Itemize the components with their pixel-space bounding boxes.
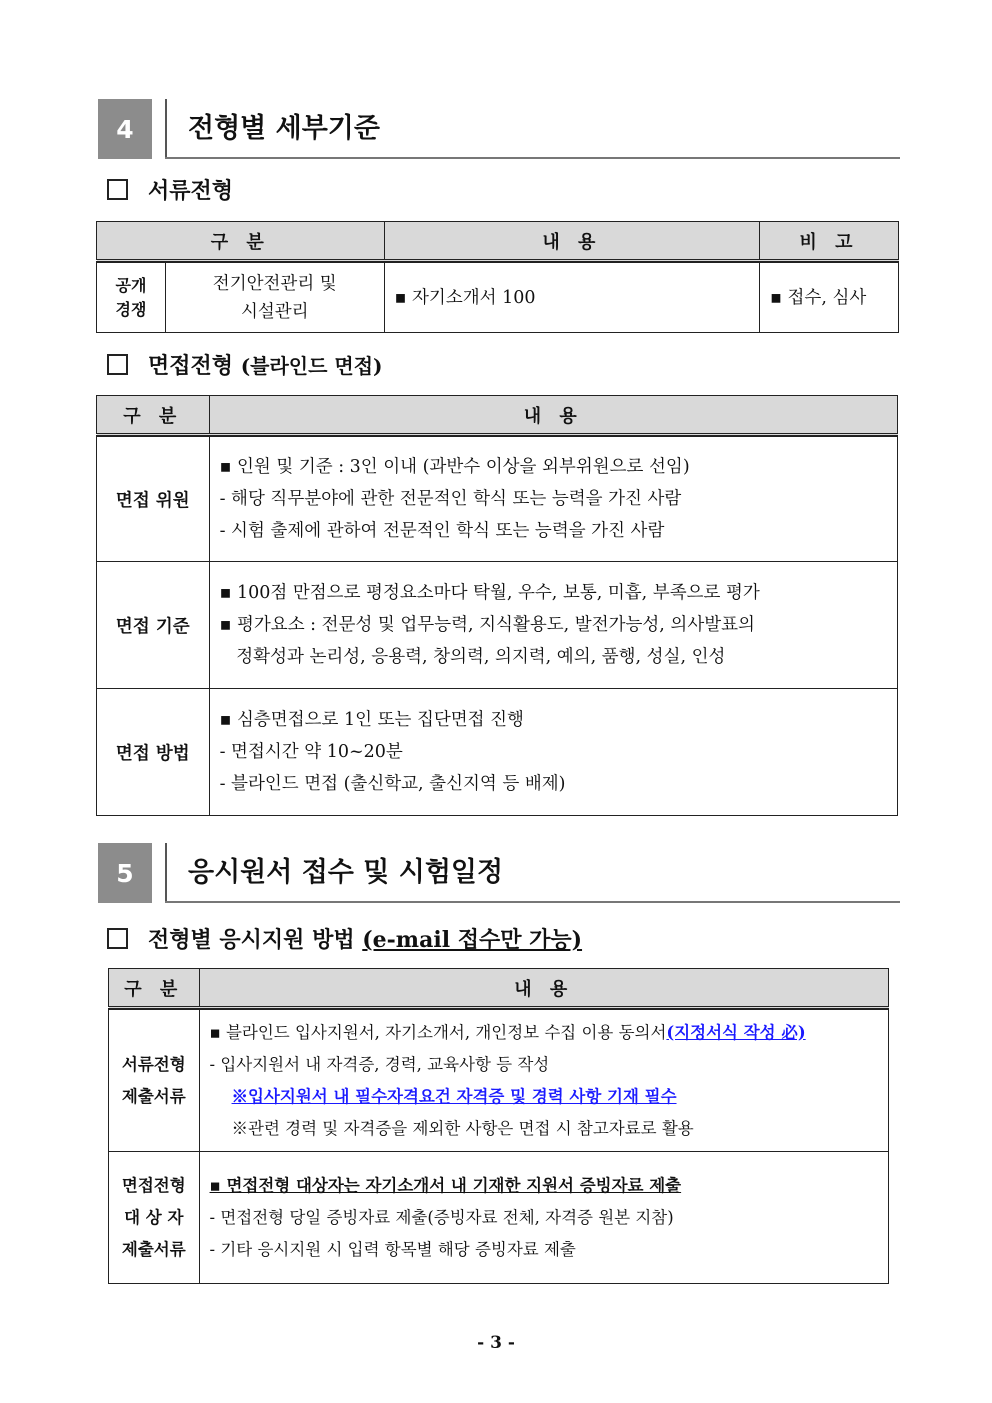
table-header-row xyxy=(109,969,889,1008)
table-row xyxy=(109,1010,889,1152)
doc-screening-table xyxy=(96,221,899,333)
checkbox-square-icon xyxy=(107,354,128,375)
header-category: 구 분 xyxy=(97,396,210,435)
content-line: ▪ 면접전형 대상자는 자기소개서 내 기재한 지원서 증빙자료 제출 xyxy=(209,1175,682,1195)
page-number: - 3 - xyxy=(477,1333,515,1353)
checkbox-square-icon xyxy=(107,928,128,949)
table-header-row xyxy=(97,222,899,261)
section-5-header xyxy=(98,843,900,903)
content-line: ※관련 경력 및 자격증을 제외한 사항은 면접 시 참고자료로 활용 xyxy=(231,1118,694,1138)
content-line: - 입사지원서 내 자격증, 경력, 교육사항 등 작성 xyxy=(209,1054,550,1074)
interview-heading: 면접전형 (블라인드 면접) xyxy=(107,349,383,380)
application-heading: 전형별 응시지원 방법 (e-mail 접수만 가능) xyxy=(107,923,582,954)
table-row xyxy=(109,1152,889,1284)
header-note: 비 고 xyxy=(760,222,899,261)
content-line: - 시험 출제에 관하여 전문적인 학식 또는 능력을 가진 사람 xyxy=(219,521,665,541)
screening-content: ▪ 자기소개서 100 xyxy=(384,263,760,333)
content-line: ▪ 100점 만점으로 평정요소마다 탁월, 우수, 보통, 미흡, 부족으로 평가 xyxy=(219,583,760,603)
row-label: 서류전형 제출서류 xyxy=(109,1010,200,1152)
table-row xyxy=(97,263,899,333)
header-category: 구 분 xyxy=(97,222,385,261)
section-title: 응시원서 접수 및 시험일정 xyxy=(188,857,504,888)
content-line: - 기타 응시지원 시 입력 항목별 해당 증빙자료 제출 xyxy=(209,1239,576,1259)
section-divider xyxy=(165,99,167,159)
screening-note: ▪ 접수, 심사 xyxy=(760,263,899,333)
content-line: - 블라인드 면접 (출신학교, 출신지역 등 배제) xyxy=(219,774,566,794)
application-table xyxy=(108,968,889,1284)
job-field: 전기안전관리 및 시설관리 xyxy=(165,263,384,333)
row-label: 면접전형 대 상 자 제출서류 xyxy=(109,1152,200,1284)
header-category: 구 분 xyxy=(109,969,200,1008)
header-content: 내 용 xyxy=(199,969,888,1008)
doc-screening-heading: 서류전형 xyxy=(107,174,233,205)
competition-type: 공개 경쟁 xyxy=(97,263,166,333)
interview-table xyxy=(96,395,898,816)
table-header-row xyxy=(97,396,898,435)
table-row xyxy=(97,562,898,689)
header-content: 내 용 xyxy=(209,396,897,435)
row-label: 면접 방법 xyxy=(97,689,210,816)
content-line: ▪ 심층면접으로 1인 또는 집단면접 진행 xyxy=(219,710,524,730)
row-label: 면접 위원 xyxy=(97,437,210,562)
content-line: - 면접시간 약 10~20분 xyxy=(219,742,403,762)
section-title: 전형별 세부기준 xyxy=(188,113,380,144)
content-line: ▪ 평가요소 : 전문성 및 업무능력, 지식활용도, 발전가능성, 의사발표의 xyxy=(219,615,755,635)
checkbox-square-icon xyxy=(107,179,128,200)
table-row xyxy=(97,437,898,562)
header-content: 내 용 xyxy=(384,222,760,261)
section-number: 5 xyxy=(98,843,152,903)
section-number: 4 xyxy=(98,99,152,159)
content-line: 정확성과 논리성, 응용력, 창의력, 의지력, 예의, 품행, 성실, 인성 xyxy=(219,647,726,667)
section-4-header xyxy=(98,99,900,159)
form-notice: (지정서식 작성 必) xyxy=(666,1022,806,1042)
required-notice: ※입사지원서 내 필수자격요건 자격증 및 경력 사항 기재 필수 xyxy=(231,1086,677,1106)
content-line: ▪ 인원 및 기준 : 3인 이내 (과반수 이상을 외부위원으로 선임) xyxy=(219,457,690,477)
section-underline xyxy=(165,157,900,159)
content-line: ▪ 블라인드 입사지원서, 자기소개서, 개인정보 수집 이용 동의서 xyxy=(209,1022,667,1042)
table-row xyxy=(97,689,898,816)
row-label: 면접 기준 xyxy=(97,562,210,689)
content-line: - 해당 직무분야에 관한 전문적인 학식 또는 능력을 가진 사람 xyxy=(219,489,682,509)
section-divider xyxy=(165,843,167,903)
content-line: - 면접전형 당일 증빙자료 제출(증빙자료 전체, 자격증 원본 지참) xyxy=(209,1207,674,1227)
section-underline xyxy=(165,901,900,903)
